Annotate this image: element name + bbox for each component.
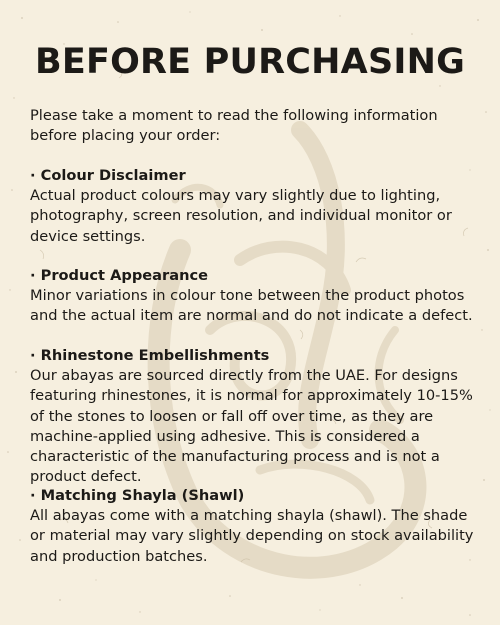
section-rhinestone-embellishments	[30, 346, 480, 487]
section-body: Actual product colours may vary slightly due to lighting, photography, screen resolution, and individual monitor or device settings.	[30, 187, 452, 245]
section-body: All abayas come with a matching shayla (shawl). The shade or material may vary slightly depending on stock availability and production batches.	[30, 507, 474, 565]
section-product-appearance	[30, 266, 480, 327]
section-heading: · Rhinestone Embellishments	[30, 347, 270, 364]
section-body: Our abayas are sourced directly from the UAE. For designs featuring rhinestones, it is normal for approximately 10-15% of the stones to loosen or fall off over time, as they are machine-applied using adhesive. This is considered a characteristic of the manufacturing process and is not a product defect.	[30, 367, 473, 486]
section-matching-shayla	[30, 486, 480, 567]
section-colour-disclaimer	[30, 166, 480, 247]
section-body: Minor variations in colour tone between the product photos and the actual item are normal and do not indicate a defect.	[30, 287, 473, 325]
section-heading: · Colour Disclaimer	[30, 167, 186, 184]
section-heading: · Matching Shayla (Shawl)	[30, 487, 245, 504]
page-title: BEFORE PURCHASING	[34, 42, 466, 82]
section-heading: · Product Appearance	[30, 267, 209, 284]
intro-text: Please take a moment to read the following information before placing your order:	[30, 107, 438, 145]
